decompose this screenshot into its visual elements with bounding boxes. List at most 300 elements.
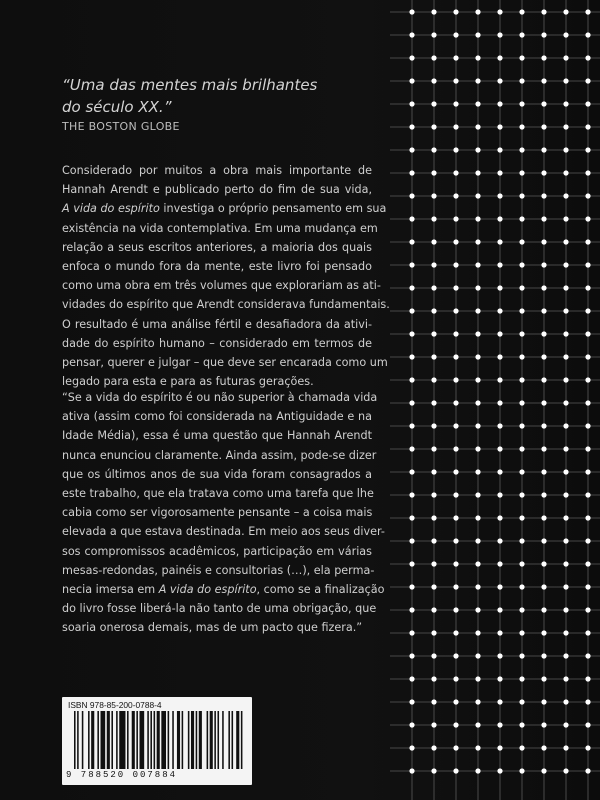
grid-dot: [497, 607, 502, 612]
barcode-bar: [111, 711, 113, 769]
barcode-bar: [101, 711, 106, 769]
grid-dot: [453, 446, 458, 451]
grid-dot: [563, 446, 568, 451]
grid-dot: [475, 239, 480, 244]
grid-dot: [519, 699, 524, 704]
grid-dot: [431, 584, 436, 589]
grid-dot: [497, 331, 502, 336]
paragraph-line: soaria onerosa demais, mas de um pacto que fizera.”: [62, 621, 363, 635]
paragraph-line: elevada a que estava destinada. Em meio aos seus diver-: [62, 525, 385, 539]
grid-dot: [585, 9, 590, 14]
barcode-bar: [154, 711, 156, 769]
grid-dot: [585, 354, 590, 359]
grid-dot: [409, 193, 414, 198]
grid-dot: [453, 538, 458, 543]
grid-dot: [497, 285, 502, 290]
grid-dot: [541, 193, 546, 198]
grid-dot: [541, 561, 546, 566]
paragraph-line: Idade Média), essa é uma questão que Hannah Arendt: [62, 429, 372, 443]
grid-dot: [497, 745, 502, 750]
grid-dot: [475, 768, 480, 773]
grid-dot: [453, 400, 458, 405]
excerpt-paragraph: [62, 388, 385, 638]
blurb-quote-line: “Uma das mentes mais brilhantes: [62, 76, 318, 94]
grid-dot: [519, 492, 524, 497]
barcode-bar: [74, 711, 76, 769]
grid-dot: [453, 676, 458, 681]
grid-dot: [475, 469, 480, 474]
grid-dot: [453, 584, 458, 589]
paragraph-line: nunca enunciou claramente. Ainda assim, pode-se dizer: [62, 448, 377, 462]
grid-dot: [453, 561, 458, 566]
barcode-bar: [161, 711, 166, 769]
grid-dot: [475, 400, 480, 405]
grid-dot: [563, 377, 568, 382]
grid-dot: [519, 377, 524, 382]
grid-dot: [497, 400, 502, 405]
paragraph-line: relação a seus escritos anteriores, a maioria dos quais: [62, 240, 372, 254]
grid-dot: [475, 630, 480, 635]
barcode-bar: [147, 711, 149, 769]
grid-dot: [541, 354, 546, 359]
grid-dot: [519, 262, 524, 267]
paragraph-line: cabia como ser vigorosamente pensante – a coisa mais: [62, 506, 373, 520]
paragraph-line: ativa (assim como foi considerada na Antiguidade e na: [62, 410, 372, 424]
grid-dot: [585, 768, 590, 773]
grid-dot: [475, 538, 480, 543]
grid-dot: [409, 32, 414, 37]
grid-dot: [519, 630, 524, 635]
grid-dot: [475, 193, 480, 198]
grid-dot: [563, 768, 568, 773]
grid-dot: [475, 699, 480, 704]
grid-dot: [497, 170, 502, 175]
grid-dot: [497, 676, 502, 681]
grid-dot: [585, 101, 590, 106]
grid-dot: [497, 308, 502, 313]
grid-dot: [409, 653, 414, 658]
grid-dot: [585, 308, 590, 313]
grid-dot: [563, 469, 568, 474]
grid-dot: [541, 9, 546, 14]
grid-dot: [497, 722, 502, 727]
paragraph-line: Hannah Arendt e publicado perto do fim de sua vida,: [62, 183, 372, 197]
grid-dot: [519, 124, 524, 129]
grid-dot: [475, 515, 480, 520]
paragraph-line: do livro fosse liberá-la não tanto de uma obrigação, que: [62, 602, 377, 616]
paragraph-line: pensar, querer e julgar – que deve ser encarada como um: [62, 356, 388, 370]
grid-dot: [497, 538, 502, 543]
barcode-bar: [97, 711, 99, 769]
grid-dot: [497, 768, 502, 773]
grid-dot: [431, 561, 436, 566]
grid-dot: [497, 78, 502, 83]
grid-dot: [519, 400, 524, 405]
grid-dot: [563, 607, 568, 612]
grid-dot: [519, 446, 524, 451]
barcode-bar: [77, 711, 79, 769]
paragraph-line-text: necia imersa em: [62, 583, 156, 597]
grid-dot: [519, 55, 524, 60]
grid-dot: [409, 607, 414, 612]
grid-dot: [409, 216, 414, 221]
grid-dot: [453, 722, 458, 727]
grid-dot: [519, 768, 524, 773]
grid-dot: [519, 78, 524, 83]
grid-dot: [431, 262, 436, 267]
grid-dot: [585, 423, 590, 428]
grid-dot: [519, 331, 524, 336]
barcode-label: [62, 697, 252, 785]
grid-dot: [585, 561, 590, 566]
grid-dot: [563, 538, 568, 543]
grid-dot: [585, 262, 590, 267]
barcode-bar: [188, 711, 190, 769]
grid-dot: [497, 492, 502, 497]
barcode-bars: [74, 711, 244, 769]
grid-dot: [585, 630, 590, 635]
grid-dot: [453, 768, 458, 773]
grid-dot: [409, 584, 414, 589]
grid-dot: [541, 170, 546, 175]
grid-dot: [453, 354, 458, 359]
grid-dot: [453, 308, 458, 313]
grid-dot: [453, 124, 458, 129]
grid-dot: [475, 331, 480, 336]
grid-dot: [431, 55, 436, 60]
grid-dot: [585, 653, 590, 658]
grid-dot: [453, 377, 458, 382]
grid-dot: [541, 262, 546, 267]
grid-dot: [409, 423, 414, 428]
grid-dot: [563, 423, 568, 428]
grid-dot: [475, 561, 480, 566]
grid-dot: [475, 676, 480, 681]
grid-dot: [431, 101, 436, 106]
grid-dot: [541, 607, 546, 612]
barcode-bar: [199, 711, 202, 769]
grid-dot: [453, 170, 458, 175]
grid-dot: [475, 32, 480, 37]
grid-dot: [563, 308, 568, 313]
grid-dot: [453, 78, 458, 83]
description-paragraph: [62, 161, 390, 391]
paragraph-line: vidades do espírito que Arendt considerava fundamentais.: [62, 298, 390, 312]
grid-dot: [475, 377, 480, 382]
grid-dot: [497, 147, 502, 152]
grid-dot: [453, 262, 458, 267]
grid-dot: [431, 722, 436, 727]
grid-dot: [453, 331, 458, 336]
grid-dot: [409, 538, 414, 543]
grid-dot: [563, 630, 568, 635]
grid-dot: [585, 400, 590, 405]
grid-dot: [409, 630, 414, 635]
grid-dot: [431, 216, 436, 221]
grid-dot: [409, 124, 414, 129]
grid-dot: [497, 55, 502, 60]
grid-dot: [541, 676, 546, 681]
grid-dot: [585, 55, 590, 60]
barcode-bar: [140, 711, 145, 769]
grid-dot: [563, 331, 568, 336]
grid-dot: [519, 745, 524, 750]
grid-dot: [409, 446, 414, 451]
grid-dot: [541, 124, 546, 129]
grid-dot: [519, 676, 524, 681]
grid-dot: [409, 147, 414, 152]
grid-dot: [431, 170, 436, 175]
grid-dot: [541, 492, 546, 497]
grid-dot: [585, 331, 590, 336]
grid-dot: [475, 308, 480, 313]
dot-grid-decoration: [390, 0, 600, 800]
grid-dot: [585, 492, 590, 497]
grid-dot: [541, 653, 546, 658]
grid-dot: [497, 423, 502, 428]
grid-dot: [563, 9, 568, 14]
grid-dot: [541, 584, 546, 589]
barcode-bar: [132, 711, 135, 769]
grid-dot: [431, 515, 436, 520]
grid-dot: [585, 147, 590, 152]
grid-dot: [431, 768, 436, 773]
grid-dot: [563, 101, 568, 106]
grid-dot: [409, 377, 414, 382]
barcode-bar: [82, 711, 84, 769]
grid-dot: [431, 676, 436, 681]
grid-dot: [409, 699, 414, 704]
grid-dot: [497, 124, 502, 129]
grid-dot: [431, 78, 436, 83]
paragraph-line: dade do espírito humano – considerado em termos de: [62, 336, 372, 350]
barcode-digits: 9 788520 007884: [66, 770, 178, 780]
grid-dot: [453, 32, 458, 37]
grid-dot: [585, 699, 590, 704]
grid-dot: [519, 354, 524, 359]
grid-dot: [431, 469, 436, 474]
grid-dot: [409, 101, 414, 106]
paragraph-line-text: investiga o próprio pensamento em sua: [163, 202, 387, 216]
grid-dot: [431, 400, 436, 405]
grid-dot: [475, 262, 480, 267]
grid-dot: [453, 239, 458, 244]
grid-dot: [519, 239, 524, 244]
barcode-bar: [91, 711, 94, 769]
grid-dot: [431, 538, 436, 543]
paragraph-line: O resultado é uma análise fértil e desafiadora da ativi-: [62, 317, 372, 331]
grid-dot: [431, 285, 436, 290]
paragraph-line: legado para esta e para as futuras gerações.: [62, 375, 314, 389]
grid-dot: [541, 101, 546, 106]
barcode-bar: [116, 711, 118, 769]
grid-dot: [409, 768, 414, 773]
grid-dot: [453, 607, 458, 612]
paragraph-line: existência na vida contemplativa. Em uma mudança em: [62, 221, 378, 235]
blurb-quote: [62, 74, 362, 118]
barcode-bar: [210, 711, 213, 769]
grid-dot: [585, 377, 590, 382]
grid-dot: [541, 745, 546, 750]
grid-dot: [497, 584, 502, 589]
barcode-bar: [228, 711, 230, 769]
grid-dot: [431, 9, 436, 14]
grid-dot: [431, 354, 436, 359]
grid-dot: [541, 515, 546, 520]
grid-dot: [409, 354, 414, 359]
grid-dot: [519, 469, 524, 474]
grid-dot: [541, 400, 546, 405]
grid-dot: [541, 469, 546, 474]
grid-dot: [585, 124, 590, 129]
grid-dot: [519, 653, 524, 658]
grid-dot: [475, 584, 480, 589]
grid-dot: [585, 239, 590, 244]
grid-dot: [409, 285, 414, 290]
grid-dot: [585, 607, 590, 612]
grid-dot: [409, 492, 414, 497]
grid-dot: [475, 354, 480, 359]
grid-dot: [409, 308, 414, 313]
grid-dot: [431, 699, 436, 704]
grid-dot: [519, 9, 524, 14]
paragraph-line: sos compromissos acadêmicos, participação em várias: [62, 544, 372, 558]
grid-dot: [453, 101, 458, 106]
grid-dot: [585, 32, 590, 37]
grid-dot: [563, 676, 568, 681]
grid-dot: [519, 170, 524, 175]
grid-dot: [541, 722, 546, 727]
grid-dot: [431, 239, 436, 244]
grid-dot: [519, 285, 524, 290]
isbn-text: ISBN 978-85-200-0788-4: [68, 700, 162, 710]
grid-dot: [475, 124, 480, 129]
grid-dot: [541, 423, 546, 428]
grid-dot: [497, 9, 502, 14]
barcode-bar: [214, 711, 216, 769]
paragraph-line: este trabalho, que ela tratava como uma tarefa que lhe: [62, 487, 374, 501]
grid-dot: [409, 9, 414, 14]
grid-dot: [519, 538, 524, 543]
grid-dot: [497, 515, 502, 520]
grid-dot: [563, 354, 568, 359]
grid-dot: [585, 745, 590, 750]
grid-dot: [563, 193, 568, 198]
grid-dot: [409, 239, 414, 244]
grid-dot: [497, 354, 502, 359]
grid-dot: [585, 676, 590, 681]
grid-dot: [563, 561, 568, 566]
grid-dot: [453, 193, 458, 198]
book-title: A vida do espírito: [158, 583, 257, 597]
grid-dot: [541, 55, 546, 60]
grid-dot: [453, 630, 458, 635]
grid-dot: [475, 101, 480, 106]
grid-dot: [519, 32, 524, 37]
grid-dot: [431, 331, 436, 336]
grid-dot: [475, 9, 480, 14]
grid-dot: [541, 239, 546, 244]
grid-dot: [541, 147, 546, 152]
grid-dot: [563, 584, 568, 589]
grid-dot: [563, 55, 568, 60]
barcode-bar: [88, 711, 90, 769]
grid-dot: [497, 469, 502, 474]
paragraph-line: Considerado por muitos a obra mais importante de: [62, 164, 372, 177]
barcode-bar: [157, 711, 160, 769]
grid-dot: [541, 32, 546, 37]
grid-dot: [563, 124, 568, 129]
grid-dot: [431, 492, 436, 497]
grid-dot: [519, 561, 524, 566]
grid-dot: [541, 768, 546, 773]
grid-dot: [563, 400, 568, 405]
grid-dot: [475, 607, 480, 612]
grid-dot: [475, 722, 480, 727]
grid-dot: [563, 722, 568, 727]
grid-dot: [497, 32, 502, 37]
grid-dot: [585, 446, 590, 451]
grid-dot: [497, 699, 502, 704]
grid-dot: [541, 308, 546, 313]
grid-dot: [563, 653, 568, 658]
grid-dot: [453, 469, 458, 474]
grid-dot: [585, 538, 590, 543]
grid-dot: [585, 193, 590, 198]
grid-dot: [453, 745, 458, 750]
barcode-bar: [191, 711, 194, 769]
grid-dot: [497, 101, 502, 106]
grid-dot: [453, 492, 458, 497]
grid-dot: [563, 515, 568, 520]
grid-dot: [541, 78, 546, 83]
grid-dot: [453, 9, 458, 14]
book-title: A vida do espírito: [62, 202, 160, 216]
barcode-bar: [150, 711, 152, 769]
barcode-bar: [182, 711, 184, 769]
grid-dot: [497, 377, 502, 382]
grid-dot: [497, 630, 502, 635]
barcode-bar: [196, 711, 198, 769]
barcode-bar: [119, 711, 125, 769]
grid-dot: [409, 515, 414, 520]
barcode-bar: [168, 711, 170, 769]
grid-dot: [563, 78, 568, 83]
grid-dot: [563, 216, 568, 221]
grid-dot: [409, 55, 414, 60]
grid-dot: [585, 170, 590, 175]
grid-dot: [409, 469, 414, 474]
grid-dot: [541, 699, 546, 704]
grid-dot: [519, 607, 524, 612]
grid-dot: [431, 32, 436, 37]
grid-dot: [431, 446, 436, 451]
grid-dot: [453, 147, 458, 152]
grid-dot: [475, 147, 480, 152]
grid-dot: [497, 239, 502, 244]
grid-dot: [519, 216, 524, 221]
paragraph-line: como uma obra em três volumes que explorariam as ati-: [62, 279, 381, 293]
grid-dot: [541, 630, 546, 635]
grid-dot: [475, 170, 480, 175]
grid-dot: [497, 561, 502, 566]
paragraph-line: que os últimos anos de sua vida foram consagrados a: [62, 467, 372, 481]
grid-dot: [475, 78, 480, 83]
grid-dot: [497, 653, 502, 658]
grid-dot: [563, 699, 568, 704]
barcode-bar: [241, 711, 243, 769]
grid-dot: [497, 216, 502, 221]
